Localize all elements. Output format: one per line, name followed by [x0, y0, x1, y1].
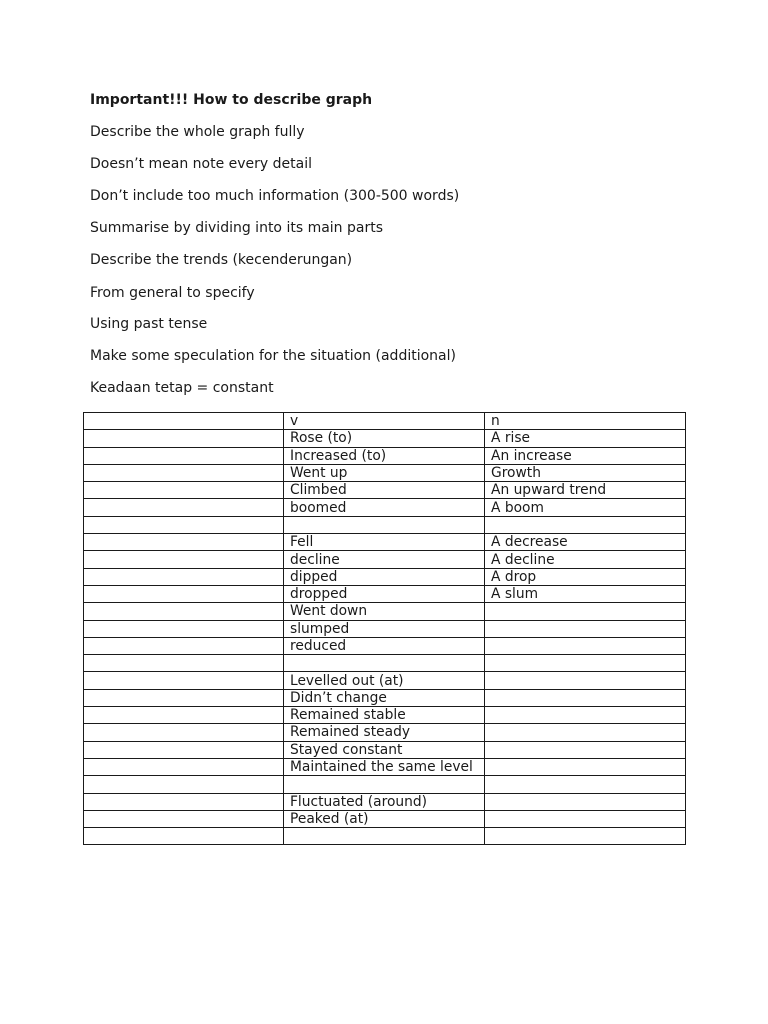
label-cell	[84, 810, 284, 827]
noun-cell	[485, 828, 686, 845]
table-row	[84, 758, 686, 775]
label-cell	[84, 776, 284, 793]
vocabulary-table	[83, 412, 686, 845]
table-row	[84, 516, 686, 533]
noun-cell: A decrease	[485, 534, 686, 551]
table-row	[84, 568, 686, 585]
vocabulary-table-body	[84, 413, 686, 845]
label-cell	[84, 464, 284, 481]
verb-cell: slumped	[284, 620, 485, 637]
verb-cell: dropped	[284, 585, 485, 602]
label-cell	[84, 672, 284, 689]
noun-cell	[485, 689, 686, 706]
label-cell	[84, 516, 284, 533]
label-cell	[84, 793, 284, 810]
verb-cell	[284, 776, 485, 793]
label-cell	[84, 724, 284, 741]
noun-cell	[485, 758, 686, 775]
label-cell	[84, 707, 284, 724]
table-row	[84, 464, 686, 481]
label-cell	[84, 828, 284, 845]
noun-cell: A decline	[485, 551, 686, 568]
noun-cell	[485, 810, 686, 827]
verb-cell: Rose (to)	[284, 430, 485, 447]
noun-cell	[485, 620, 686, 637]
noun-cell: A rise	[485, 430, 686, 447]
verb-cell	[284, 828, 485, 845]
label-cell	[84, 585, 284, 602]
table-row	[84, 637, 686, 654]
paragraph-8: Make some speculation for the situation (additional)	[90, 348, 456, 364]
noun-cell: Growth	[485, 464, 686, 481]
noun-cell: A drop	[485, 568, 686, 585]
verb-cell: Remained stable	[284, 707, 485, 724]
noun-cell: An upward trend	[485, 482, 686, 499]
label-cell	[84, 482, 284, 499]
noun-cell	[485, 637, 686, 654]
noun-cell	[485, 776, 686, 793]
table-row	[84, 620, 686, 637]
table-row	[84, 413, 686, 430]
noun-cell	[485, 672, 686, 689]
verb-cell	[284, 655, 485, 672]
verb-cell: decline	[284, 551, 485, 568]
table-row	[84, 810, 686, 827]
verb-cell: v	[284, 413, 485, 430]
verb-cell: reduced	[284, 637, 485, 654]
table-row	[84, 689, 686, 706]
paragraph-3: Don’t include too much information (300-500 words)	[90, 188, 460, 204]
table-row	[84, 776, 686, 793]
paragraph-7: Using past tense	[90, 316, 208, 332]
label-cell	[84, 603, 284, 620]
verb-cell: Peaked (at)	[284, 810, 485, 827]
table-row	[84, 603, 686, 620]
table-row	[84, 655, 686, 672]
noun-cell	[485, 707, 686, 724]
verb-cell: Stayed constant	[284, 741, 485, 758]
label-cell	[84, 741, 284, 758]
table-row	[84, 793, 686, 810]
verb-cell: Climbed	[284, 482, 485, 499]
verb-cell	[284, 516, 485, 533]
label-cell	[84, 655, 284, 672]
noun-cell: A slum	[485, 585, 686, 602]
label-cell	[84, 413, 284, 430]
label-cell	[84, 551, 284, 568]
verb-cell: Went up	[284, 464, 485, 481]
verb-cell: Levelled out (at)	[284, 672, 485, 689]
label-cell	[84, 430, 284, 447]
table-row	[84, 447, 686, 464]
verb-cell: Remained steady	[284, 724, 485, 741]
noun-cell	[485, 741, 686, 758]
label-cell	[84, 568, 284, 585]
table-row	[84, 724, 686, 741]
verb-cell: Maintained the same level	[284, 758, 485, 775]
paragraph-5: Describe the trends (kecenderungan)	[90, 252, 353, 268]
noun-cell: A boom	[485, 499, 686, 516]
table-row	[84, 741, 686, 758]
verb-cell: Fluctuated (around)	[284, 793, 485, 810]
verb-cell: Increased (to)	[284, 447, 485, 464]
verb-cell: dipped	[284, 568, 485, 585]
table-row	[84, 551, 686, 568]
document-heading: Important!!! How to describe graph	[90, 92, 373, 108]
table-row	[84, 482, 686, 499]
noun-cell: n	[485, 413, 686, 430]
noun-cell	[485, 516, 686, 533]
label-cell	[84, 689, 284, 706]
label-cell	[84, 534, 284, 551]
table-row	[84, 672, 686, 689]
table-row	[84, 707, 686, 724]
table-row	[84, 585, 686, 602]
noun-cell	[485, 724, 686, 741]
table-row	[84, 534, 686, 551]
verb-cell: Didn’t change	[284, 689, 485, 706]
noun-cell	[485, 603, 686, 620]
table-row	[84, 430, 686, 447]
verb-cell: Fell	[284, 534, 485, 551]
label-cell	[84, 758, 284, 775]
paragraph-2: Doesn’t mean note every detail	[90, 156, 313, 172]
paragraph-4: Summarise by dividing into its main parts	[90, 220, 384, 236]
label-cell	[84, 499, 284, 516]
label-cell	[84, 447, 284, 464]
paragraph-6: From general to specify	[90, 285, 255, 301]
verb-cell: Went down	[284, 603, 485, 620]
table-row	[84, 499, 686, 516]
label-cell	[84, 620, 284, 637]
paragraph-1: Describe the whole graph fully	[90, 124, 305, 140]
noun-cell: An increase	[485, 447, 686, 464]
noun-cell	[485, 793, 686, 810]
table-row	[84, 828, 686, 845]
verb-cell: boomed	[284, 499, 485, 516]
noun-cell	[485, 655, 686, 672]
label-cell	[84, 637, 284, 654]
paragraph-9: Keadaan tetap = constant	[90, 380, 274, 396]
